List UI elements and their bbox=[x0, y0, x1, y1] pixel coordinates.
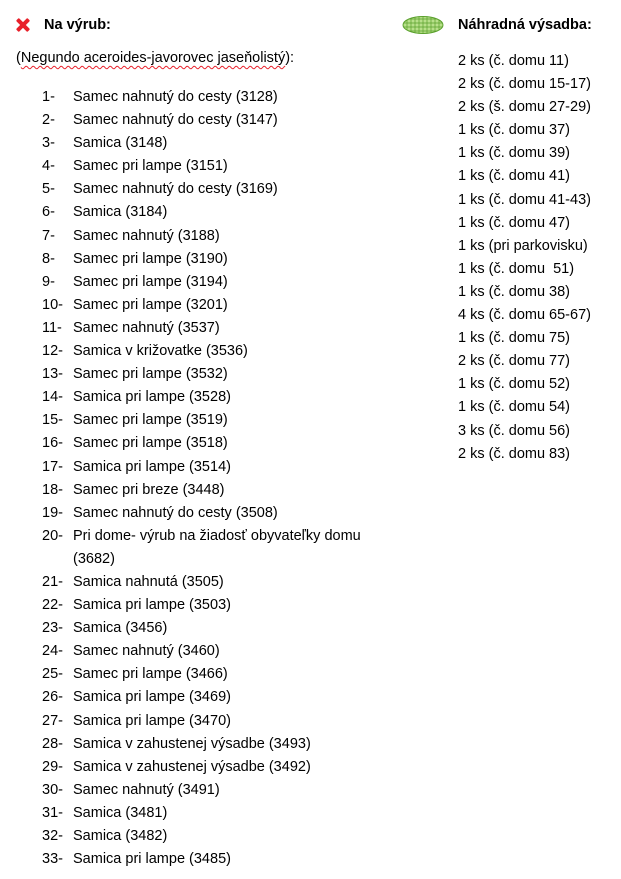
felling-item bbox=[42, 386, 363, 409]
felling-item bbox=[42, 802, 363, 825]
felling-item bbox=[42, 617, 363, 640]
felling-item bbox=[42, 363, 363, 386]
planting-item: 1 ks (č. domu 54) bbox=[458, 399, 571, 416]
felling-item-number: 29- bbox=[42, 758, 63, 775]
felling-item bbox=[42, 663, 363, 686]
felling-item bbox=[42, 432, 363, 455]
felling-item-number: 32- bbox=[42, 828, 63, 844]
felling-item-text: Samec pri lampe (3518) bbox=[73, 435, 228, 452]
felling-item-number: 16- bbox=[42, 435, 63, 452]
felling-item bbox=[42, 201, 363, 224]
felling-item-text: Samica (3184) bbox=[73, 204, 168, 221]
felling-item-text: Samica nahnutá (3505) bbox=[73, 573, 224, 590]
felling-item bbox=[42, 825, 363, 848]
felling-item-text: Samica v križovatke (3536) bbox=[73, 343, 248, 360]
felling-item-text: Samica (3148) bbox=[73, 135, 168, 152]
felling-item-number: 22- bbox=[42, 597, 63, 614]
felling-item-number: 24- bbox=[42, 643, 63, 660]
felling-item-text: Pri dome- výrub na žiadosť obyvateľky domu (3682) bbox=[73, 527, 361, 567]
felling-item-number: 9- bbox=[42, 273, 55, 290]
planting-item: 4 ks (č. domu 65-67) bbox=[458, 307, 591, 324]
felling-item-text: Samica v zahustenej výsadbe (3493) bbox=[73, 735, 311, 752]
felling-item-number: 20- bbox=[42, 527, 63, 544]
felling-item-number: 8- bbox=[42, 250, 55, 267]
species-suffix: ): bbox=[285, 50, 295, 66]
felling-item bbox=[42, 640, 363, 663]
felling-item-text: Samica pri lampe (3470) bbox=[73, 712, 231, 729]
felling-item-number: 27- bbox=[42, 712, 63, 729]
felling-item bbox=[42, 86, 363, 109]
felling-item bbox=[42, 686, 363, 709]
planting-item: 1 ks (pri parkovisku) bbox=[458, 237, 588, 254]
felling-item bbox=[42, 571, 363, 594]
felling-item-text: Samec pri breze (3448) bbox=[73, 481, 225, 498]
felling-item-text: Samec nahnutý do cesty (3147) bbox=[73, 112, 278, 129]
felling-item-text: Samica pri lampe (3514) bbox=[73, 458, 231, 475]
planting-item: 1 ks (č. domu 37) bbox=[458, 122, 571, 139]
felling-item-text: Samec pri lampe (3532) bbox=[73, 366, 228, 383]
felling-item bbox=[42, 594, 363, 617]
felling-item-number: 10- bbox=[42, 296, 63, 313]
felling-item-text: Samec nahnutý (3188) bbox=[73, 227, 220, 244]
planting-item: 2 ks (č. domu 77) bbox=[458, 353, 571, 370]
felling-item-text: Samec nahnutý (3491) bbox=[73, 781, 220, 798]
planting-list bbox=[458, 50, 591, 466]
felling-item-number: 3- bbox=[42, 135, 55, 152]
felling-item-number: 18- bbox=[42, 481, 63, 498]
felling-item bbox=[42, 502, 363, 525]
felling-item bbox=[42, 733, 363, 756]
felling-item bbox=[42, 178, 363, 201]
felling-item bbox=[42, 225, 363, 248]
felling-item-text: Samica pri lampe (3485) bbox=[73, 851, 231, 868]
felling-item-text: Samec nahnutý do cesty (3128) bbox=[73, 89, 278, 105]
felling-item-number: 15- bbox=[42, 412, 63, 429]
felling-item-number: 33- bbox=[42, 851, 63, 868]
felling-item-number: 25- bbox=[42, 666, 63, 683]
planting-item: 1 ks (č. domu 75) bbox=[458, 330, 571, 347]
felling-item bbox=[42, 756, 363, 779]
felling-item bbox=[42, 779, 363, 802]
felling-item-text: Samec pri lampe (3151) bbox=[73, 158, 228, 175]
species-prefix: ( bbox=[16, 50, 21, 66]
planting-item: 1 ks (č. domu 47) bbox=[458, 214, 571, 231]
felling-item-number: 23- bbox=[42, 620, 63, 637]
felling-item bbox=[42, 294, 363, 317]
felling-item-number: 13- bbox=[42, 366, 63, 383]
felling-item-text: Samec pri lampe (3190) bbox=[73, 250, 228, 267]
felling-item bbox=[42, 109, 363, 132]
species-line bbox=[16, 50, 294, 66]
felling-item-text: Samec pri lampe (3194) bbox=[73, 273, 228, 290]
planting-item: 3 ks (č. domu 56) bbox=[458, 422, 571, 439]
felling-item bbox=[42, 525, 363, 571]
felling-item bbox=[42, 848, 363, 871]
felling-item bbox=[42, 409, 363, 432]
planting-item: 2 ks (š. domu 27-29) bbox=[458, 99, 591, 116]
felling-item-text: Samec pri lampe (3201) bbox=[73, 296, 228, 313]
felling-item bbox=[42, 479, 363, 502]
felling-heading-row bbox=[16, 14, 111, 36]
felling-item-text: Samec pri lampe (3466) bbox=[73, 666, 228, 683]
felling-item-text: Samica v zahustenej výsadbe (3492) bbox=[73, 758, 311, 775]
felling-item-number: 14- bbox=[42, 389, 63, 406]
felling-item-text: Samica pri lampe (3469) bbox=[73, 689, 231, 706]
felling-item-number: 26- bbox=[42, 689, 63, 706]
planting-item: 1 ks (č. domu 39) bbox=[458, 145, 571, 162]
species-name: Negundo aceroides-javorovec jaseňolistý bbox=[20, 50, 286, 66]
planting-item: 1 ks (č. domu 38) bbox=[458, 283, 571, 300]
felling-item-number: 6- bbox=[42, 204, 55, 221]
felling-item-text: Samec pri lampe (3519) bbox=[73, 412, 228, 429]
felling-item bbox=[42, 456, 363, 479]
felling-item-number: 21- bbox=[42, 573, 63, 590]
felling-item bbox=[42, 340, 363, 363]
felling-item-text: Samec nahnutý do cesty (3508) bbox=[73, 504, 278, 521]
felling-item-number: 2- bbox=[42, 112, 55, 129]
felling-list bbox=[42, 86, 363, 871]
felling-item-number: 17- bbox=[42, 458, 63, 475]
felling-item-text: Samec nahnutý (3537) bbox=[73, 319, 220, 336]
felling-item-text: Samec nahnutý (3460) bbox=[73, 643, 220, 660]
felling-item-number: 31- bbox=[42, 804, 63, 821]
felling-item-number: 19- bbox=[42, 504, 63, 521]
planting-item: 1 ks (č. domu 51) bbox=[458, 260, 575, 277]
felling-item bbox=[42, 317, 363, 340]
green-grid-ellipse-icon bbox=[402, 15, 444, 35]
planting-item: 2 ks (č. domu 15-17) bbox=[458, 76, 591, 93]
planting-item: 2 ks (č. domu 83) bbox=[458, 445, 571, 462]
planting-heading-row bbox=[402, 14, 592, 36]
planting-item: 1 ks (č. domu 52) bbox=[458, 376, 571, 393]
felling-item-text: Samica (3481) bbox=[73, 804, 168, 821]
felling-item bbox=[42, 710, 363, 733]
felling-item-text: Samica pri lampe (3528) bbox=[73, 389, 231, 406]
felling-item-number: 5- bbox=[42, 181, 55, 198]
felling-heading: Na výrub: bbox=[44, 17, 111, 33]
planting-item: 1 ks (č. domu 41-43) bbox=[458, 191, 591, 208]
felling-item bbox=[42, 132, 363, 155]
felling-item bbox=[42, 155, 363, 178]
red-cross-icon bbox=[16, 18, 30, 32]
felling-item-text: Samec nahnutý do cesty (3169) bbox=[73, 181, 278, 198]
felling-item-number: 28- bbox=[42, 735, 63, 752]
felling-item-number: 1- bbox=[42, 89, 55, 105]
felling-item-number: 11- bbox=[42, 319, 62, 336]
felling-item-text: Samica pri lampe (3503) bbox=[73, 597, 231, 614]
felling-item-text: Samica (3456) bbox=[73, 620, 168, 637]
felling-item-number: 4- bbox=[42, 158, 55, 175]
planting-item: 2 ks (č. domu 11) bbox=[458, 53, 569, 69]
felling-item-text: Samica (3482) bbox=[73, 828, 168, 844]
felling-item-number: 12- bbox=[42, 343, 63, 360]
planting-heading: Náhradná výsadba: bbox=[458, 17, 592, 33]
felling-item bbox=[42, 248, 363, 271]
felling-item bbox=[42, 271, 363, 294]
planting-item: 1 ks (č. domu 41) bbox=[458, 168, 571, 185]
felling-item-number: 7- bbox=[42, 227, 55, 244]
felling-item-number: 30- bbox=[42, 781, 63, 798]
